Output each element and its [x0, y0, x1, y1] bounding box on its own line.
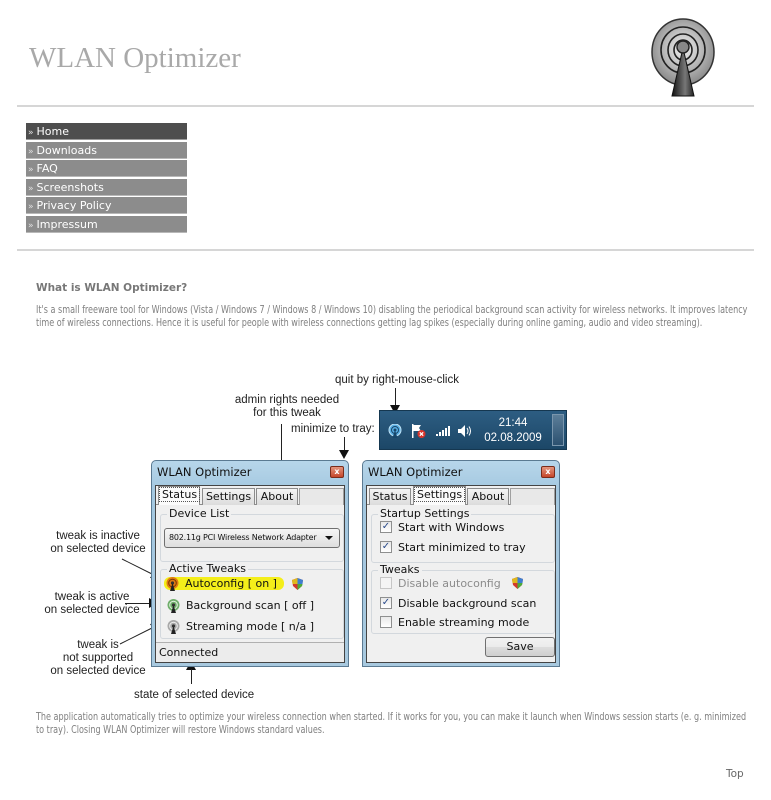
tweak-autoconfig: [164, 575, 303, 592]
nav-bullet-icon: »: [28, 165, 34, 176]
annotation-line: [125, 603, 150, 604]
group-label: Device List: [169, 507, 230, 520]
nav-divider: [17, 249, 754, 251]
clock-time: 21:44: [498, 417, 528, 429]
close-button[interactable]: x: [541, 466, 555, 478]
signal-bars-icon[interactable]: [436, 426, 450, 436]
tab-settings[interactable]: [413, 486, 466, 505]
outro-text: The application automatically tries to optimize your wireless connection when started. If it works for you, you can make it launch when Windows session starts (e. g. minimized to tray). Closing WLAN Optimizer will restore Windows standard values.: [36, 712, 747, 736]
tweak-label: Streaming mode [ n/a ]: [186, 620, 314, 633]
intro-paragraph: [36, 305, 756, 330]
tab-status[interactable]: Status: [369, 488, 411, 505]
device-select[interactable]: [164, 528, 340, 548]
annotation-admin: [232, 394, 342, 420]
section-heading: What is WLAN Optimizer?: [36, 282, 188, 294]
nav-item-privacy-policy[interactable]: [26, 197, 187, 214]
device-list-group: [160, 507, 344, 562]
tab-strip: [367, 486, 555, 505]
wlan-optimizer-window-settings: [362, 460, 560, 667]
clock-date: 02.08.2009: [484, 432, 542, 444]
window-title: WLAN Optimizer: [157, 465, 252, 479]
annotation-inactive: [44, 530, 152, 556]
intro-text: It's a small freeware tool for Windows (Vista / Windows 7 / Windows 8 / Windows 10) disabling the periodical background scan activity for wireless networks. It improves latency time of wireless connections. Hence it is useful for people with wireless connections getting lag spikes (especially during online gaming, audio and video streaming).: [36, 305, 748, 329]
nav-item-downloads[interactable]: [26, 142, 187, 159]
tab-status[interactable]: [158, 486, 200, 505]
annotation-minimize: minimize to tray:: [291, 423, 375, 435]
antenna-green-icon: [167, 599, 180, 613]
nav-label: Privacy Policy: [36, 199, 112, 213]
enable-streaming-mode-checkbox[interactable]: [380, 615, 529, 631]
checkbox-label: Disable autoconfig: [398, 577, 501, 590]
annotation-state: state of selected device: [134, 689, 255, 701]
annotation-active-line1: tweak is active: [54, 591, 130, 603]
uac-shield-icon: [512, 577, 523, 589]
show-desktop-button[interactable]: [552, 414, 564, 446]
annotation-line: [191, 669, 192, 684]
uac-shield-icon: [292, 578, 303, 590]
outro-paragraph: [36, 712, 756, 737]
tweak-label: Autoconfig [ on ]: [185, 577, 277, 590]
tweak-streaming-mode: [167, 618, 314, 635]
annotation-active: [34, 591, 150, 617]
tweak-background-scan: [167, 597, 314, 614]
header-divider: [17, 105, 754, 107]
window-body: [155, 485, 345, 663]
save-button[interactable]: Save: [485, 637, 555, 657]
wireless-antenna-logo-icon: [648, 18, 718, 98]
window-body: [366, 485, 556, 663]
close-button[interactable]: x: [330, 466, 344, 478]
nav-bullet-icon: »: [28, 183, 34, 194]
nav-bullet-icon: »: [28, 146, 34, 157]
tab-strip-filler: [299, 488, 344, 505]
tweak-label: Background scan [ off ]: [186, 599, 314, 612]
active-tweaks-group: [160, 562, 344, 639]
nav-bullet-icon: »: [28, 220, 34, 231]
start-minimized-checkbox[interactable]: [380, 540, 526, 556]
tab-strip: [156, 486, 344, 505]
status-bar: Connected: [156, 642, 344, 662]
checkbox-checked-icon: ✓: [381, 541, 391, 552]
nav-label: Home: [36, 125, 69, 138]
startup-settings-group: [371, 507, 555, 563]
group-label: Tweaks: [380, 563, 420, 576]
antenna-gray-icon: [167, 620, 180, 634]
speaker-icon[interactable]: [458, 425, 472, 437]
checkbox-label: Start minimized to tray: [398, 541, 526, 554]
windows-taskbar-tray: [379, 410, 567, 450]
checkbox-checked-icon: ✓: [381, 521, 391, 532]
tab-label: Status: [159, 487, 200, 502]
checkbox-unchecked-icon: [380, 577, 392, 589]
nav-label: Screenshots: [36, 180, 104, 194]
tweak-highlight: [164, 577, 284, 590]
nav-item-home[interactable]: [26, 123, 187, 140]
action-center-flag-icon[interactable]: [411, 423, 426, 439]
annotation-active-line2: on selected device: [44, 604, 140, 616]
annotation-unsupported-line3: on selected device: [50, 665, 146, 677]
group-label: Startup Settings: [380, 507, 470, 520]
annotation-admin-line2: for this tweak: [253, 407, 321, 419]
annotation-line: [395, 388, 396, 406]
annotation-unsupported-line2: not supported: [62, 652, 134, 664]
taskbar-clock[interactable]: [482, 416, 544, 446]
checkbox-label: Disable background scan: [398, 597, 537, 610]
start-with-windows-checkbox[interactable]: [380, 520, 504, 536]
annotation-inactive-line2: on selected device: [50, 543, 146, 555]
nav-label: Impressum: [36, 217, 98, 231]
site-title: WLAN Optimizer: [29, 42, 241, 74]
checkbox-unchecked-icon: [380, 616, 392, 628]
top-link[interactable]: Top: [726, 768, 744, 780]
checkbox-checked-icon: ✓: [381, 597, 391, 608]
antenna-orange-icon: [166, 577, 179, 591]
disable-background-scan-checkbox[interactable]: [380, 596, 536, 612]
tab-about[interactable]: About: [467, 488, 509, 505]
arrow-down-icon: [339, 450, 349, 459]
annotation-unsupported-line1: tweak is: [77, 639, 119, 651]
nav-bullet-icon: »: [28, 128, 34, 138]
main-nav: [26, 123, 187, 235]
wlan-optimizer-tray-icon[interactable]: [388, 424, 402, 438]
tab-settings[interactable]: Settings: [202, 488, 255, 505]
group-label: Active Tweaks: [169, 562, 247, 575]
annotation-quit: quit by right-mouse-click: [335, 374, 459, 386]
annotation-inactive-line1: tweak is inactive: [56, 530, 140, 542]
nav-bullet-icon: »: [28, 202, 34, 213]
nav-label: FAQ: [36, 162, 58, 176]
nav-item-impressum[interactable]: [26, 216, 187, 233]
tab-about[interactable]: About: [256, 488, 298, 505]
chevron-down-icon: [325, 536, 333, 540]
window-title: WLAN Optimizer: [368, 465, 463, 479]
annotation-line: [344, 437, 345, 451]
nav-item-screenshots[interactable]: [26, 179, 187, 196]
checkbox-label: Start with Windows: [398, 521, 505, 534]
annotation-admin-line1: admin rights needed: [234, 394, 340, 406]
tab-strip-filler: [510, 488, 555, 505]
nav-item-faq[interactable]: [26, 160, 187, 177]
checkbox-label: Enable streaming mode: [398, 616, 530, 629]
wlan-optimizer-window-status: [151, 460, 349, 667]
tab-label: Settings: [414, 487, 465, 502]
disable-autoconfig-checkbox[interactable]: [380, 576, 523, 592]
tweaks-group: [371, 563, 555, 634]
device-select-value: 802.11g PCI Wireless Network Adapter: [169, 533, 317, 542]
nav-label: Downloads: [36, 143, 97, 157]
